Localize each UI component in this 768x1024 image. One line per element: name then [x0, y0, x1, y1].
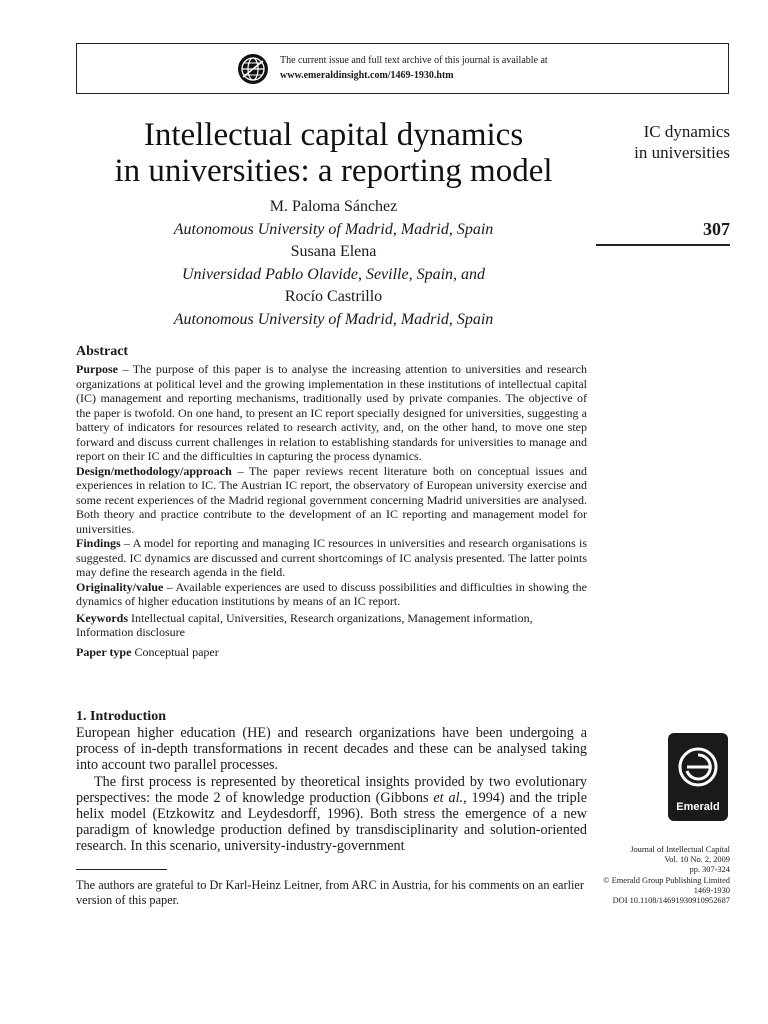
running-head-line-1: IC dynamics: [643, 122, 730, 141]
page-number: 307: [703, 219, 730, 239]
author-affiliation: Universidad Pablo Olavide, Seville, Spain, and: [181, 265, 486, 283]
intro-etal: et al.: [433, 789, 464, 806]
purpose-label: Purpose: [76, 362, 118, 376]
journal-info: [580, 845, 730, 906]
abstract-body: [76, 362, 587, 659]
findings-text: – A model for reporting and managing IC resources in universities and research organisations is suggested. IC dynamics are discussed and current shortcomings of IC analysis presented. The latter points may define the research agenda in the field.: [76, 536, 587, 579]
journal-info-line: Vol. 10 No. 2, 2009: [664, 855, 730, 865]
paper-type-text: Conceptual paper: [131, 644, 219, 659]
intro-paragraph: European higher education (HE) and research organizations have been undergoing a process of in-depth transformations in recent decades and these can be analysed taking into account two parallel processes.: [76, 725, 587, 774]
journal-availability-box: [76, 43, 729, 94]
footnote-rule: [76, 869, 167, 870]
abstract-paper-type: [76, 645, 587, 660]
introduction-heading: 1. Introduction: [76, 709, 166, 724]
abstract-originality: [76, 580, 587, 609]
title-line-1: Intellectual capital dynamics: [143, 117, 524, 153]
findings-label: Findings: [76, 536, 121, 550]
running-head-line-2: in universities: [634, 143, 730, 162]
originality-label: Originality/value: [76, 579, 164, 594]
journal-url-link[interactable]: www.emeraldinsight.com/1469-1930.htm: [280, 70, 454, 81]
author-affiliation: Autonomous University of Madrid, Madrid, Spain: [173, 310, 494, 328]
page-number-rule: [596, 244, 730, 246]
keywords-label: Keywords: [76, 610, 128, 625]
title-line-2: in universities: a reporting model: [114, 153, 553, 189]
journal-info-line: © Emerald Group Publishing Limited: [603, 875, 730, 885]
journal-info-line: Journal of Intellectual Capital: [630, 845, 730, 854]
running-head: [596, 121, 730, 163]
design-text: – The paper reviews recent literature both on conceptual issues and experiences in relation to IC. The Austrian IC report, the observatory of European university exercise and some recent experiences of the Madrid regional government concerning Madrid universities are analysed. Both theory and practice contribute to the development of an IC reporting and management model for universities.: [76, 463, 587, 536]
author-affiliation: Autonomous University of Madrid, Madrid, Spain: [173, 220, 494, 238]
originality-text: – Available experiences are used to discuss possibilities and difficulties in showing the dynamics of higher education institutions by means of an IC report.: [76, 579, 587, 608]
emerald-logo-icon: [668, 733, 728, 821]
paper-type-label: Paper type: [76, 644, 132, 659]
abstract-purpose: [76, 362, 587, 464]
availability-text: The current issue and full text archive of this journal is available at: [280, 55, 548, 66]
footnote: The authors are grateful to Dr Karl-Heinz Leitner, from ARC in Austria, for his comments on an earlier version of this paper.: [76, 878, 584, 907]
journal-info-line: 1469-1930: [693, 885, 730, 895]
author-name: M. Paloma Sánchez: [269, 198, 398, 215]
abstract-heading: Abstract: [76, 344, 129, 359]
intro-paragraph: [76, 774, 587, 855]
logo-wordmark: Emerald: [676, 801, 720, 813]
abstract-findings: [76, 536, 587, 580]
author-block: [120, 196, 547, 331]
abstract-keywords: [76, 611, 587, 640]
introduction-body: [76, 725, 587, 855]
journal-info-line: DOI 10.1108/14691930910952687: [612, 896, 730, 906]
globe-icon: [237, 53, 269, 85]
author-name: Rocío Castrillo: [284, 288, 383, 305]
keywords-text: Intellectual capital, Universities, Research organizations, Management information, Information disclosure: [76, 610, 533, 639]
author-name: Susana Elena: [290, 243, 377, 260]
paper-title: [76, 117, 591, 189]
intro-text: , 1994) and the triple helix model (Etzkowitz and Leydesdorff, 1996). Both stress the emergence of a new paradigm of knowledge production defined by transdisciplinarity and solution-oriented research. In this scenario, university-industry-government: [76, 789, 587, 855]
abstract-design: [76, 464, 587, 537]
design-label: Design/methodology/approach: [76, 463, 232, 478]
journal-info-line: pp. 307-324: [689, 865, 730, 875]
intro-text: The first process is represented by theoretical insights provided by two evolutionary perspectives: the mode 2 of knowledge production (Gibbons: [76, 773, 587, 806]
purpose-text: – The purpose of this paper is to analyse the increasing attention to universities and research organizations at political level and the growing implementation in these institutions of intellectual capital (IC) management and reporting mechanisms, traditionally used by private companies. The objective of the paper is twofold. On one hand, to present an IC report specially designed for universities, suggesting a battery of indicators for resources related to research activity, and, on the other hand, to move one step forward and discuss current challenges in relation to establishing standards for universities to manage and report on their IC and the difficulties in capturing the process dynamics.: [76, 362, 587, 463]
